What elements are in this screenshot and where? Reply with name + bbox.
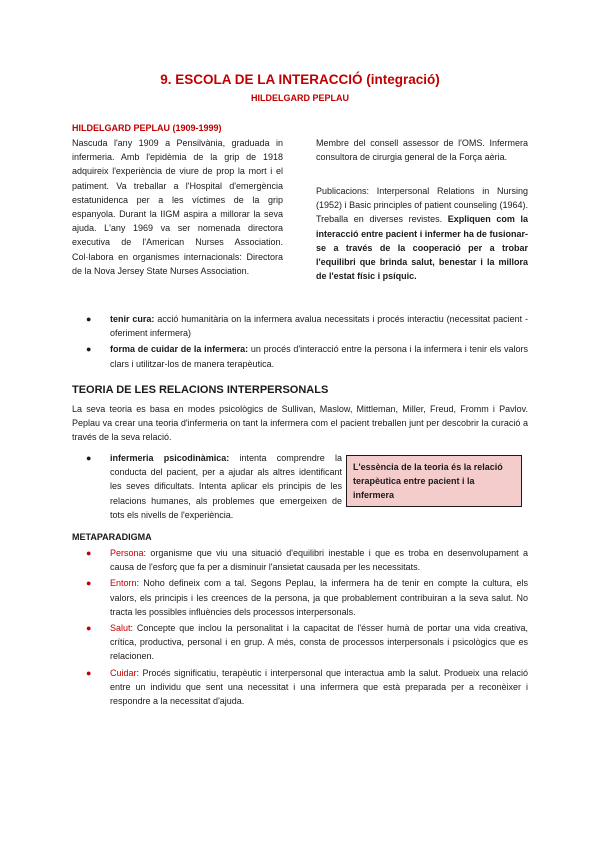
- list-item: [72, 342, 528, 370]
- bullet-icon: ●: [86, 453, 92, 463]
- bio-right-text-1: Membre del consell assessor de l'OMS. Infermera consultora de cirurgia general de la Força aèria.: [316, 138, 528, 163]
- list-item: [72, 576, 528, 619]
- list-item: [72, 312, 528, 340]
- bullet-icon: ●: [86, 667, 92, 678]
- bullet-icon: ●: [86, 578, 92, 589]
- bullet-icon: ●: [86, 314, 92, 324]
- list-item: [72, 546, 528, 574]
- page-title: 9. ESCOLA DE LA INTERACCIÓ (integració): [160, 72, 440, 87]
- meta-term: Salut: [110, 623, 131, 634]
- meta-term: Entorn: [110, 578, 137, 589]
- bio-summary-bold: Expliquen com la interacció entre pacient i infermer ha de fusionar-se a través de la cooperació per a trobar l'equilibri que brinda salut, benestar i la millora de l'estat físic i psíquic.: [316, 214, 528, 282]
- bullet-term: infermeria psicodinàmica:: [110, 453, 230, 463]
- bio-right-text-2: [316, 184, 528, 283]
- meta-term: Cuidar: [110, 667, 137, 678]
- bullet-text: acció humanitària on la infermera avalua necessitats i procés interactiu (necessitat pacient - oferiment infermera): [110, 314, 529, 339]
- bullet-text: intenta comprendre la conducta del pacient, per a ajudar als altres identificant les seves dificultats. Intenta aplicar els principis de les relacions humanes, als problemes que emergeixen de tots els nivells de l'experiència.: [110, 453, 342, 520]
- theory-bullet-list: [72, 451, 342, 524]
- meta-term: Persona: [110, 548, 144, 558]
- meta-text: : organisme que viu una situació d'equilibri inestable i que es troba en desenvolupament a causa de l'esforç que fa per a disminuir l'ansietat causada per les necessitats.: [110, 548, 528, 573]
- list-item: [72, 451, 342, 522]
- bullet-icon: ●: [86, 344, 92, 355]
- list-item: [72, 621, 528, 664]
- bio-publications: Publicacions: Interpersonal Relations in Nursing (1952) i Basic principles of patient counseling (1964). Treballa en diverses revistes.: [316, 186, 528, 225]
- theory-heading: TEORIA DE LES RELACIONS INTERPERSONALS: [72, 384, 329, 396]
- bullet-term: forma de cuidar de la infermera:: [110, 344, 249, 355]
- metaparadigm-list: [72, 546, 528, 710]
- meta-text: : Noho defineix com a tal. Segons Peplau, la infermera ha de tenir en compte la cultura, els valors, els principis i les creences de la persona, ja que probablement contribuiran a la seva salut. No tracta les possibles influències dels processos interpersonals.: [110, 578, 528, 617]
- metaparadigm-heading: METAPARADIGMA: [72, 532, 152, 542]
- list-item: [72, 666, 528, 709]
- meta-text: : Procés significatiu, terapèutic i interpersonal que interactua amb la salut. Produeix una relació entre un individu que sent una necessitat i una infermera que està preparada per a reconèixer i respondre a la necessitat d'ajuda.: [110, 667, 528, 707]
- bullet-term: tenir cura:: [110, 314, 155, 324]
- meta-text: : Concepte que inclou la personalitat i la capacitat de l'ésser humà de portar una vida creativa, crítica, productiva, personal i en grup. A més, consta de processos interpersonals i psicològics que es relacionen.: [110, 623, 528, 662]
- key-concepts-list: [72, 312, 528, 373]
- highlight-box: L'essència de la teoria és la relació terapèutica entre pacient i la infermera: [346, 455, 522, 507]
- bio-left-text: Nascuda l'any 1909 a Pensilvània, graduada in infermeria. Amb l'epidèmia de la grip de 1918 adquireix l'experiència de viure de prop la mort i el patiment. Va treballar a l'Hospital d'emergència estatunidenca per a les víctimes de la grip espanyola. Durant la IIGM aspira a millorar la seva ajuda. L'any 1969 va ser nomenada directora executiva de l'American Nurses Association. Col·labora en organismes internacionals: Directora de la Nova Jersey State Nurses Association.: [72, 138, 283, 276]
- bio-heading: HILDELGARD PEPLAU (1909-1999): [72, 123, 222, 133]
- bullet-icon: ●: [86, 623, 92, 634]
- page-subtitle: HILDELGARD PEPLAU: [250, 93, 349, 103]
- theory-paragraph: La seva teoria es basa en modes psicològics de Sullivan, Maslow, Mittleman, Miller, Freud, Fromm i Pavlov. Peplau va crear una teoria d'infermeria on tant la infermera com el pacient treballen junt per descobrir la curació a través de la seva relació.: [72, 404, 528, 443]
- bullet-text: un procés d'interacció entre la persona i la infermera i tenir els valors clars i utilitzar-los de manera terapèutica.: [110, 344, 528, 369]
- bullet-icon: ●: [86, 548, 92, 558]
